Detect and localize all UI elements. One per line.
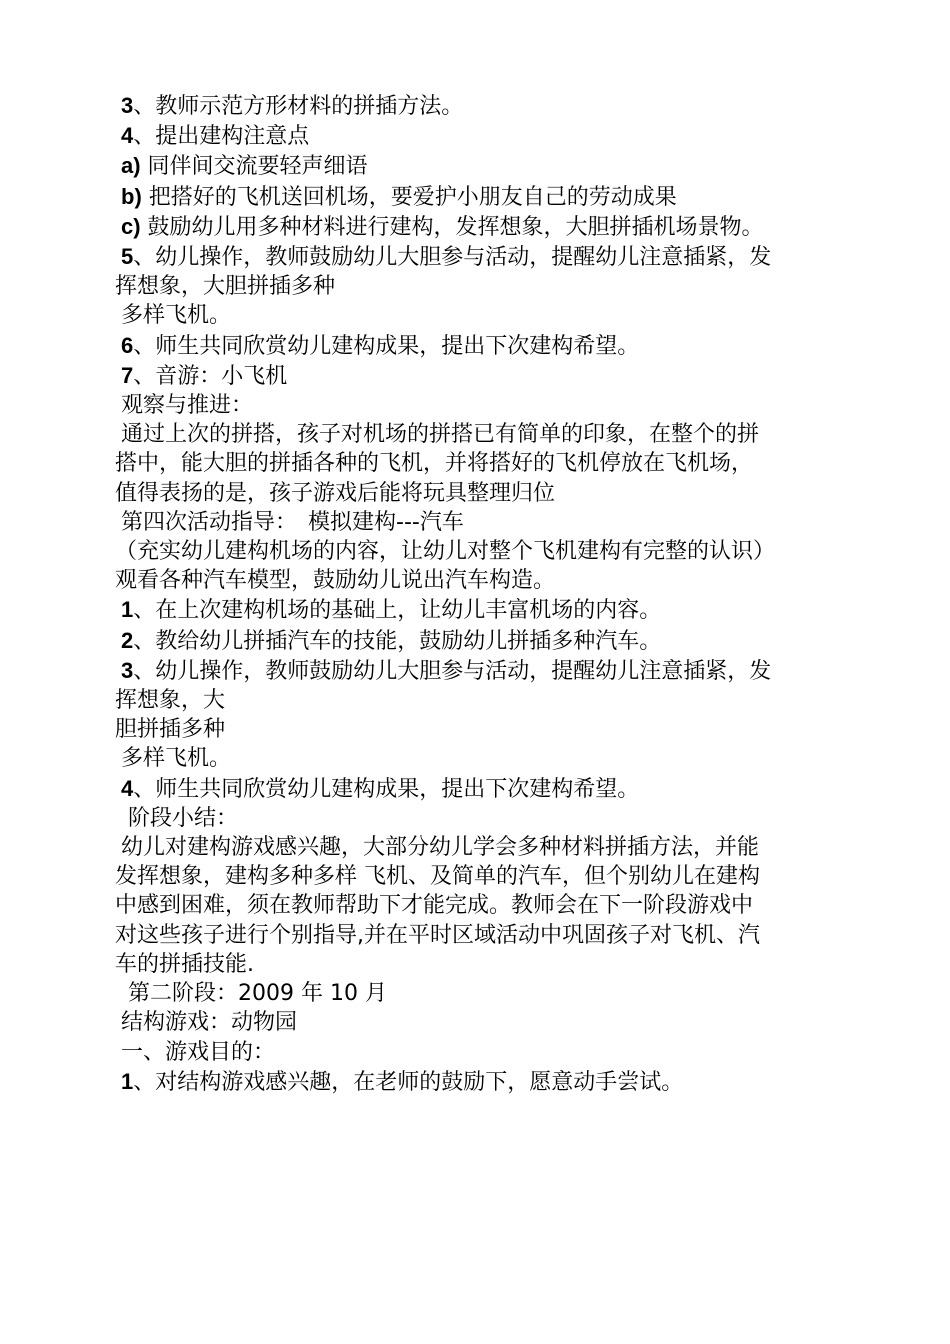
text-line: 发挥想象，建构多种多样 飞机、及简单的汽车，但个别幼儿在建构: [115, 864, 760, 890]
text-line: 7、音游：小飞机: [121, 362, 288, 389]
text-line: 6、师生共同欣赏幼儿建构成果，提出下次建构希望。: [121, 332, 640, 359]
text-line: 挥想象，大胆拼插多种: [115, 274, 336, 300]
text-line: 结构游戏：动物园: [121, 1010, 298, 1036]
text-line: （充实幼儿建构机场的内容，让幼儿对整个飞机建构有完整的认识）: [115, 539, 776, 565]
text-line: 3、幼儿操作，教师鼓励幼儿大胆参与活动，提醒幼儿注意插紧，发: [121, 657, 772, 684]
text-line: 中感到困难，须在教师帮助下才能完成。教师会在下一阶段游戏中: [115, 893, 754, 919]
text-line: 多样飞机。: [121, 746, 232, 772]
text-line: 5、幼儿操作，教师鼓励幼儿大胆参与活动，提醒幼儿注意插紧，发: [121, 244, 772, 271]
text-line: 4、提出建构注意点: [121, 123, 310, 150]
document-body: [115, 91, 845, 1097]
text-line: a) 同伴间交流要轻声细语: [121, 153, 368, 180]
text-line: 多样飞机。: [121, 303, 232, 329]
text-line: 阶段小结：: [128, 805, 239, 831]
text-line: 1、对结构游戏感兴趣，在老师的鼓励下，愿意动手尝试。: [121, 1068, 684, 1095]
text-line: 幼儿对建构游戏感兴趣，大部分幼儿学会多种材料拼插方法，并能: [121, 835, 760, 861]
text-line: 对这些孩子进行个别指导,并在平时区域活动中巩固孩子对飞机、汽: [115, 922, 760, 948]
text-line: 第四次活动指导： 模拟建构---汽车: [121, 509, 464, 535]
text-line: 挥想象，大: [115, 688, 226, 714]
text-line: 第二阶段：2009 年 10 月: [128, 981, 387, 1007]
text-line: 1、在上次建构机场的基础上，让幼儿丰富机场的内容。: [121, 597, 662, 624]
text-line: 3、教师示范方形材料的拼插方法。: [121, 93, 464, 119]
text-line: 通过上次的拼搭，孩子对机场的拼搭已有简单的印象，在整个的拼: [121, 422, 760, 448]
text-line: 车的拼插技能.: [115, 951, 254, 977]
text-line: 2、教给幼儿拼插汽车的技能，鼓励幼儿拼插多种汽车。: [121, 627, 662, 654]
text-line: 4、师生共同欣赏幼儿建构成果，提出下次建构希望。: [121, 775, 640, 802]
text-line: 胆拼插多种: [115, 717, 226, 743]
text-line: 观察与推进：: [121, 393, 254, 419]
text-line: 搭中，能大胆的拼插各种的飞机，并将搭好的飞机停放在飞机场，: [115, 451, 754, 477]
text-line: 观看各种汽车模型，鼓励幼儿说出汽车构造。: [115, 568, 556, 594]
text-line: 值得表扬的是，孩子游戏后能将玩具整理归位: [115, 480, 556, 506]
text-line: b) 把搭好的飞机送回机场，要爱护小朋友自己的劳动成果: [121, 183, 677, 210]
text-line: c) 鼓励幼儿用多种材料进行建构，发挥想象，大胆拼插机场景物。: [121, 213, 764, 240]
text-line: 一、游戏目的：: [121, 1039, 276, 1065]
